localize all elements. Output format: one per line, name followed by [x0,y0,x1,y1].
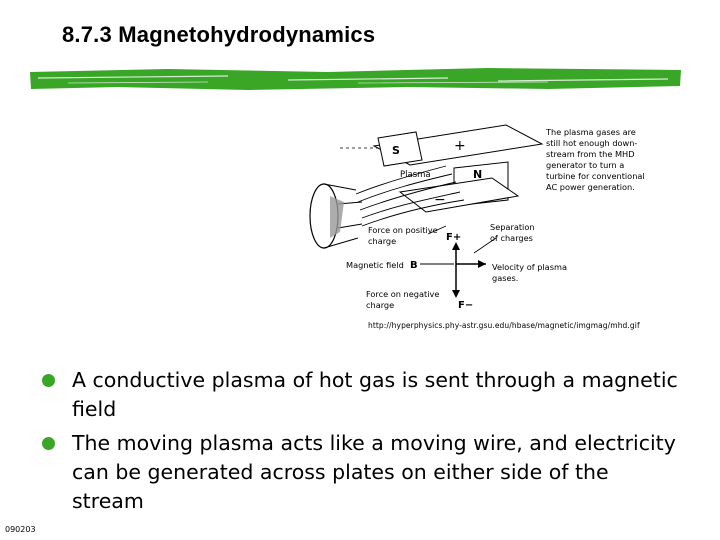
footer-code: 090203 [5,525,36,534]
label-plus: + [454,138,466,154]
bullet-text: The moving plasma acts like a moving wire, and electricity can be generated across plates on either side of the stream [72,431,676,513]
force-negative-label [366,289,439,310]
svg-text:generator to turn a: generator to turn a [546,160,625,170]
svg-text:Force on positive: Force on positive [368,225,438,235]
image-source-url: http://hyperphysics.phy-astr.gsu.edu/hbase/magnetic/imgmag/mhd.gif [368,321,640,330]
magnetic-field-label: Magnetic field [346,260,404,270]
svg-text:Force on negative: Force on negative [366,289,440,299]
svg-text:gases.: gases. [492,273,519,283]
velocity-label [492,262,567,283]
bullet-item [42,366,682,424]
svg-text:AC power generation.: AC power generation. [546,182,635,192]
svg-text:The plasma gases are: The plasma gases are [546,127,636,137]
force-positive-label [368,225,438,246]
label-f-minus: F− [458,300,474,311]
label-n: N [473,168,483,181]
svg-text:still hot enough down-: still hot enough down- [546,138,638,148]
svg-text:charge: charge [366,300,395,310]
svg-text:turbine for conventional: turbine for conventional [546,171,645,181]
plasma-note [545,127,645,192]
slide-title: 8.7.3 Magnetohydrodynamics [62,22,376,47]
bullet-item [42,429,682,516]
svg-text:charge: charge [368,236,397,246]
bullet-dot-icon [42,437,55,450]
svg-text:stream from the MHD: stream from the MHD [546,149,635,159]
separation-label [490,222,535,243]
mhd-generator-diagram [296,118,686,318]
label-minus: − [434,192,446,208]
bullet-text: A conductive plasma of hot gas is sent through a magnetic field [72,368,678,421]
bullet-list [42,366,682,521]
label-plasma: Plasma [400,170,431,180]
label-s: S [392,144,400,157]
bullet-dot-icon [42,374,55,387]
magnet-s-block [378,132,422,166]
svg-text:of charges: of charges [490,233,533,243]
svg-text:Separation: Separation [490,222,535,232]
label-b: B [410,260,418,271]
decorative-brush-stroke [28,60,683,94]
svg-text:Velocity of plasma: Velocity of plasma [492,262,567,272]
label-f-plus: F+ [446,232,462,243]
